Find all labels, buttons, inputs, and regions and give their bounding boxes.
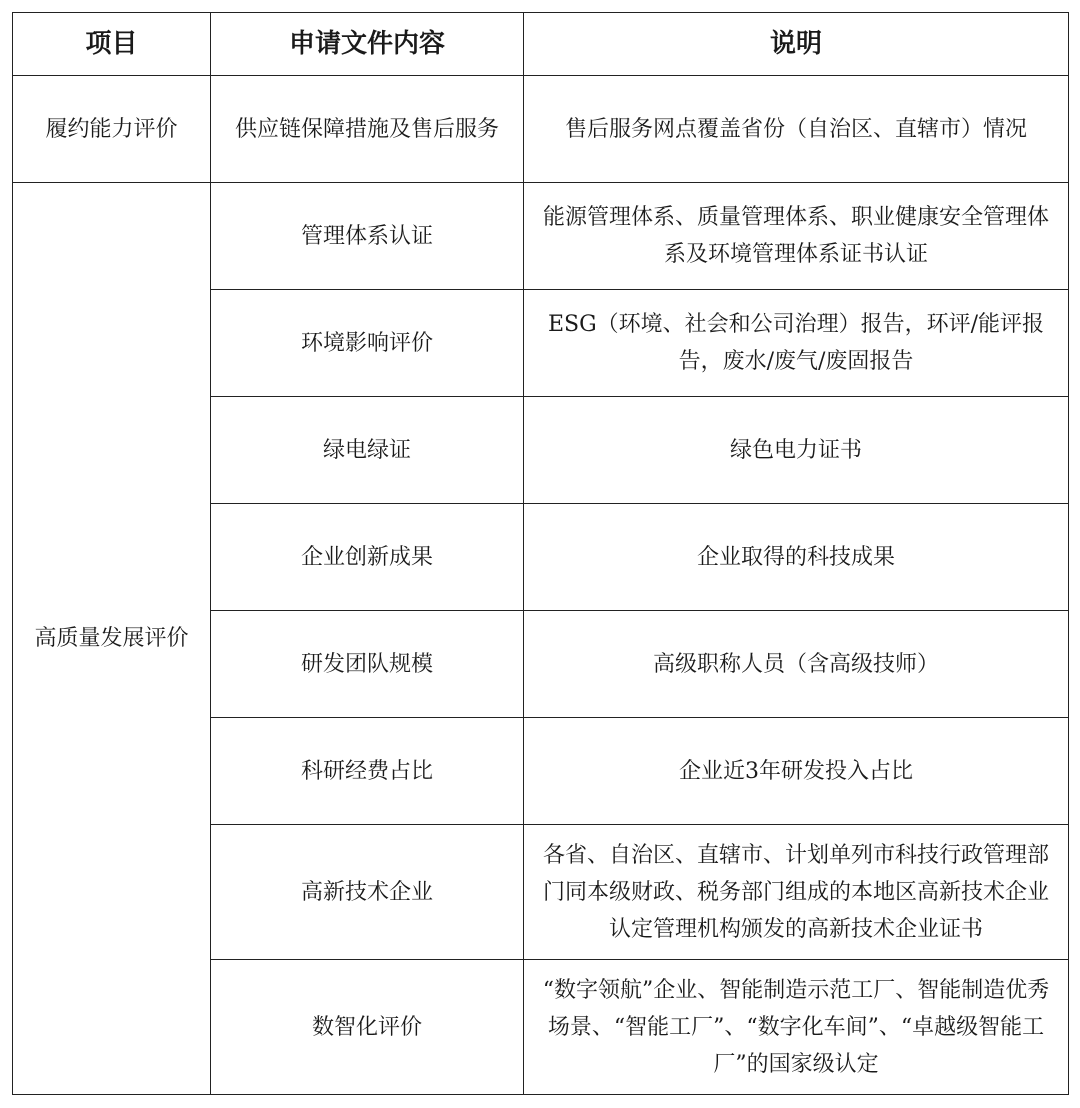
content-cell: 高新技术企业	[211, 825, 524, 960]
content-cell: 绿电绿证	[211, 397, 524, 504]
content-cell: 数智化评价	[211, 960, 524, 1095]
content-cell: 研发团队规模	[211, 611, 524, 718]
description-cell: 售后服务网点覆盖省份（自治区、直辖市）情况	[524, 76, 1069, 183]
content-cell: 科研经费占比	[211, 718, 524, 825]
content-cell: 企业创新成果	[211, 504, 524, 611]
table-header-row	[13, 13, 1069, 76]
header-content: 申请文件内容	[211, 13, 524, 76]
description-cell: 各省、自治区、直辖市、计划单列市科技行政管理部门同本级财政、税务部门组成的本地区高新技术企业认定管理机构颁发的高新技术企业证书	[524, 825, 1069, 960]
content-cell: 管理体系认证	[211, 183, 524, 290]
description-cell: 企业取得的科技成果	[524, 504, 1069, 611]
description-cell: 企业近3年研发投入占比	[524, 718, 1069, 825]
description-cell: 高级职称人员（含高级技师）	[524, 611, 1069, 718]
category-cell: 履约能力评价	[13, 76, 211, 183]
category-cell: 高质量发展评价	[13, 183, 211, 1095]
description-cell: 绿色电力证书	[524, 397, 1069, 504]
header-description: 说明	[524, 13, 1069, 76]
description-cell: 能源管理体系、质量管理体系、职业健康安全管理体系及环境管理体系证书认证	[524, 183, 1069, 290]
content-cell: 环境影响评价	[211, 290, 524, 397]
table-row	[13, 76, 1069, 183]
header-category: 项目	[13, 13, 211, 76]
content-cell: 供应链保障措施及售后服务	[211, 76, 524, 183]
table-row	[13, 183, 1069, 290]
description-cell: “数字领航”企业、智能制造示范工厂、智能制造优秀场景、“智能工厂”、“数字化车间”、“卓越级智能工厂”的国家级认定	[524, 960, 1069, 1095]
requirements-table	[12, 12, 1069, 1095]
description-cell: ESG（环境、社会和公司治理）报告，环评/能评报告，废水/废气/废固报告	[524, 290, 1069, 397]
